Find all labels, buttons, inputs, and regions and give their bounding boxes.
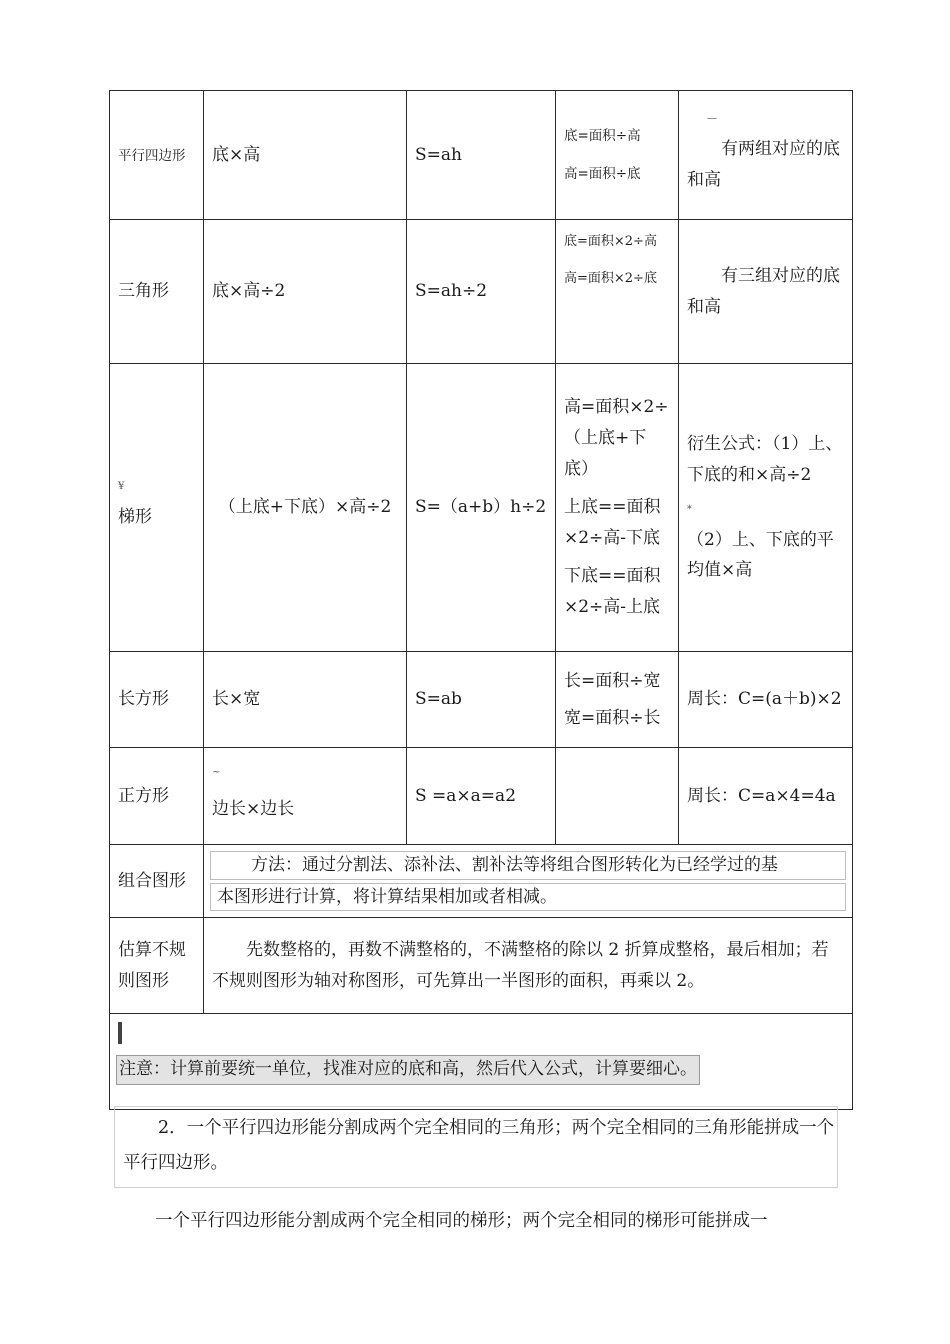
method-cell	[204, 845, 853, 918]
derived-formulas-cell: 底=面积÷高 高=面积÷底	[556, 91, 679, 220]
shape-name-cell: 正方形	[110, 748, 204, 845]
formula-words-cell: 底×高÷2	[204, 220, 407, 364]
text-cursor-icon	[118, 1022, 122, 1044]
shape-name-cell: 平行四边形	[110, 91, 204, 220]
formula-letters-cell: S=ah÷2	[407, 220, 556, 364]
table-row-triangle	[110, 220, 853, 364]
table-row-estimate	[110, 918, 853, 1014]
table-row-note	[110, 1014, 853, 1110]
shape-name-cell: 估算不规则图形	[110, 918, 204, 1014]
derived-formulas-cell	[556, 748, 679, 845]
formula-letters-cell: S=ah	[407, 91, 556, 220]
formula-letters-cell: S=（a+b）h÷2	[407, 364, 556, 652]
table-row-trapezoid	[110, 364, 853, 652]
area-formula-table	[109, 90, 853, 1110]
formula-letters-cell: S=ab	[407, 652, 556, 748]
table-row-parallelogram	[110, 91, 853, 220]
formula-words-cell: 长×宽	[204, 652, 407, 748]
formula-words-cell: 底×高	[204, 91, 407, 220]
note-cell: 周长：C=(a＋b)×2	[679, 652, 853, 748]
note-row-cell	[110, 1014, 853, 1110]
derived-formulas-cell: 高=面积×2÷（上底+下底） 上底==面积×2÷高-下底 下底==面积×2÷高-上底	[556, 364, 679, 652]
method-cell: 先数整格的，再数不满整格的，不满整格的除以 2 折算成整格，最后相加；若不规则图形为轴对称图形，可先算出一半图形的面积，再乘以 2。	[204, 918, 853, 1014]
table-row-combined	[110, 845, 853, 918]
paragraph-2: 2．一个平行四边形能分割成两个完全相同的三角形；两个完全相同的三角形能拼成一个平行四边形。	[114, 1106, 838, 1188]
note-cell: 周长：C=a×4=4a	[679, 748, 853, 845]
shape-name-cell: 长方形	[110, 652, 204, 748]
formula-letters-cell: S =a×a=a2	[407, 748, 556, 845]
derived-formulas-cell: 长=面积÷宽 宽=面积÷长	[556, 652, 679, 748]
table-row-rectangle	[110, 652, 853, 748]
paragraph-3: 一个平行四边形能分割成两个完全相同的梯形；两个完全相同的梯形可能拼成一	[155, 1211, 768, 1231]
note-cell: 衍生公式：（1）上、下底的和×高÷2 * （2）上、下底的平均值×高	[679, 364, 853, 652]
derived-formulas-cell: 底=面积×2÷高 高=面积×2÷底	[556, 220, 679, 364]
method-line-1: 方法：通过分割法、添补法、割补法等将组合图形转化为已经学过的基	[210, 851, 846, 880]
attention-note: 注意：计算前要统一单位，找准对应的底和高，然后代入公式，计算要细心。	[116, 1055, 700, 1085]
method-line-2: 本图形进行计算，将计算结果相加或者相减。	[210, 883, 846, 912]
shape-name-cell: 组合图形	[110, 845, 204, 918]
shape-name-cell: ¥ 梯形	[110, 364, 204, 652]
note-cell: 有三组对应的底和高	[679, 220, 853, 364]
formula-words-cell: （上底+下底）×高÷2	[204, 364, 407, 652]
formula-words-cell: ~ 边长×边长	[204, 748, 407, 845]
note-cell: — 有两组对应的底和高	[679, 91, 853, 220]
table-row-square	[110, 748, 853, 845]
shape-name-cell: 三角形	[110, 220, 204, 364]
